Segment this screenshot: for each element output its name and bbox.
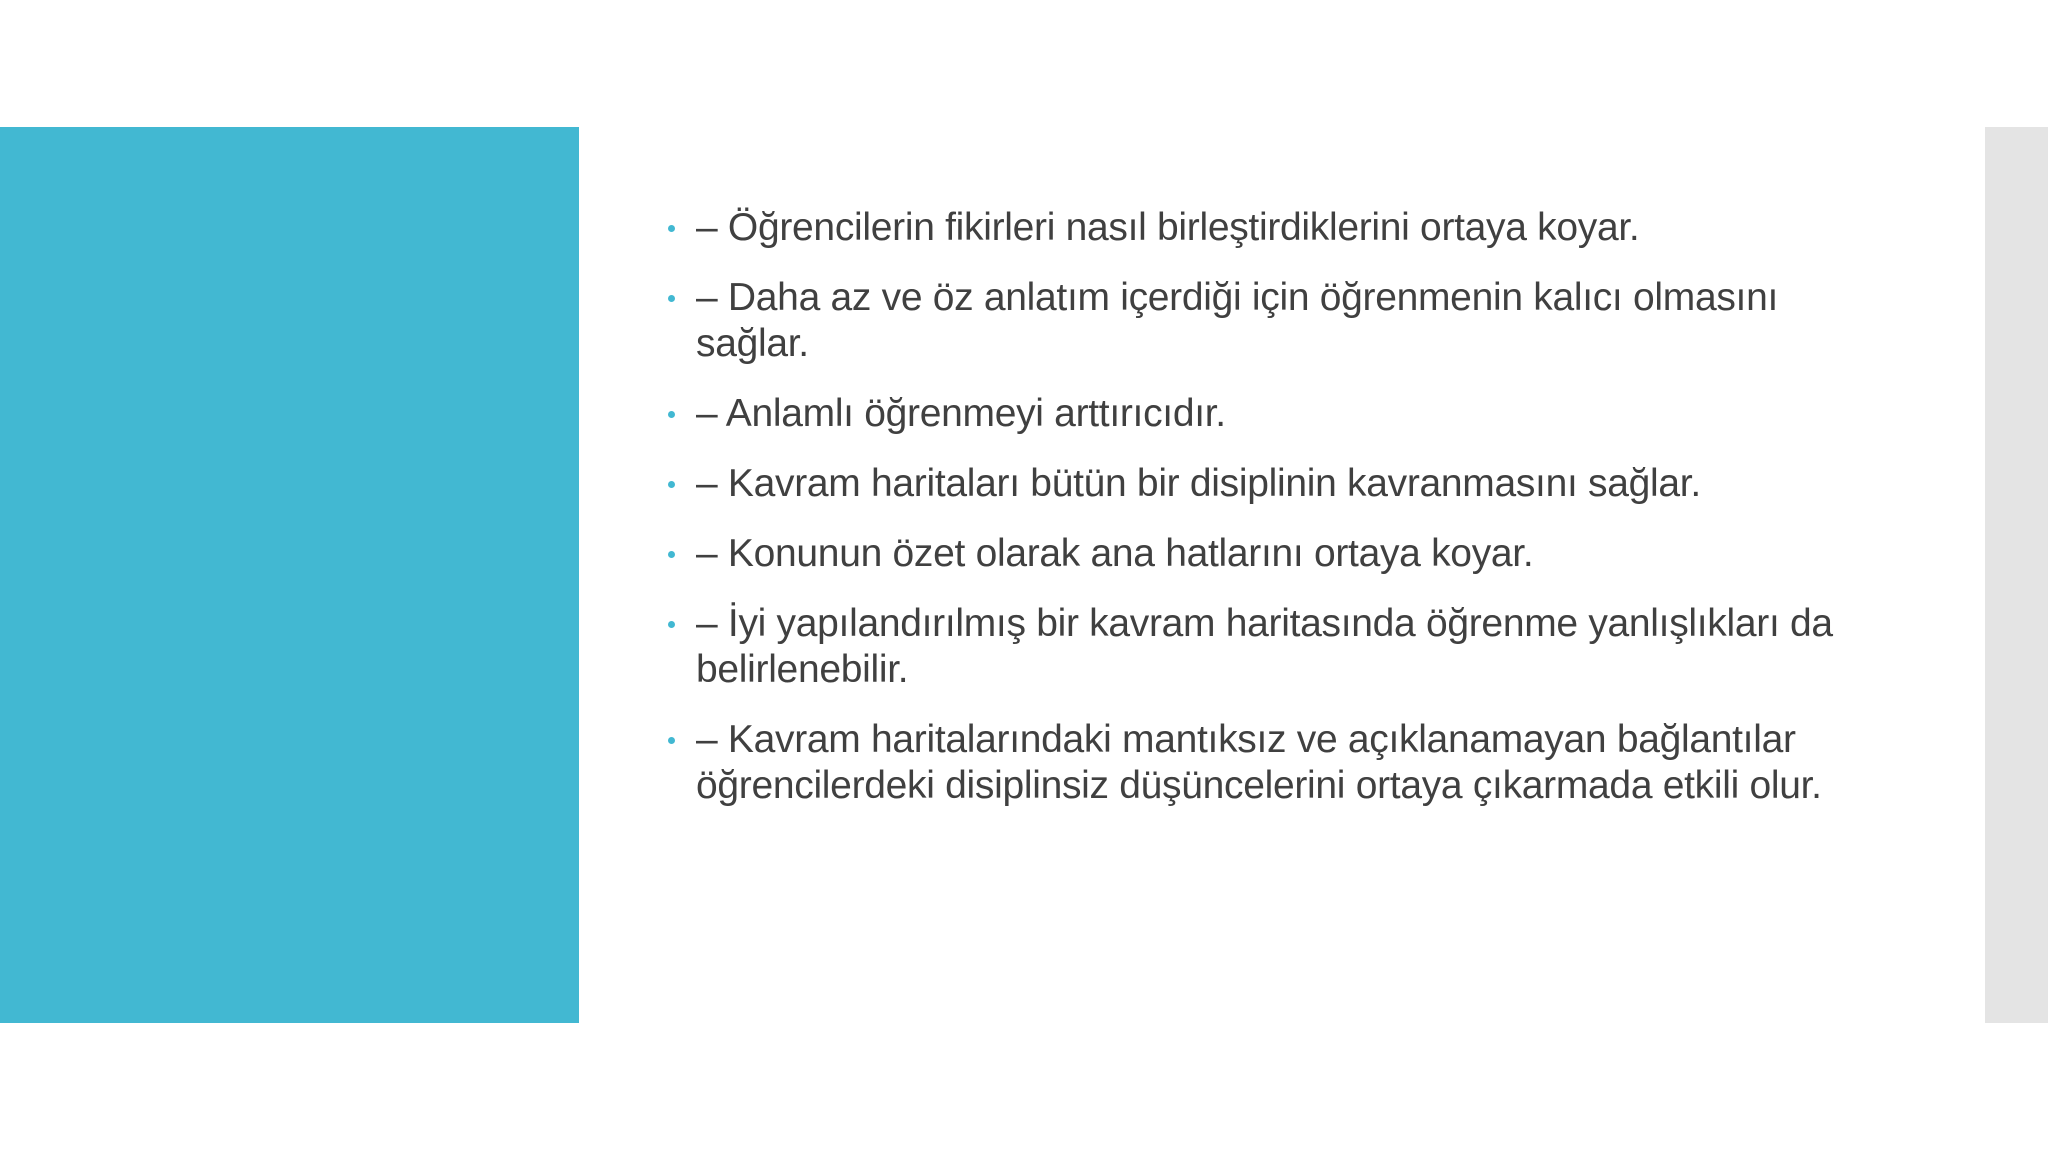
bullet-text: – Konunun özet olarak ana hatlarını ortaya koyar.: [696, 532, 1534, 575]
bullet-dot-icon: [668, 225, 675, 232]
list-item: [660, 275, 1880, 367]
bullet-text: – Daha az ve öz anlatım içerdiği için öğrenmenin kalıcı olmasını sağlar.: [696, 276, 1778, 365]
bullet-list: [660, 205, 1880, 833]
bullet-text: – Öğrencilerin fikirleri nasıl birleştirdiklerini ortaya koyar.: [696, 206, 1640, 249]
bullet-dot-icon: [668, 481, 675, 488]
bullet-dot-icon: [668, 737, 675, 744]
side-strip: [1985, 127, 2048, 1023]
bullet-dot-icon: [668, 621, 675, 628]
list-item: [660, 461, 1880, 507]
bullet-text: – Kavram haritaları bütün bir disiplinin kavranmasını sağlar.: [696, 462, 1701, 505]
list-item: [660, 205, 1880, 251]
list-item: [660, 601, 1880, 693]
bullet-text: – İyi yapılandırılmış bir kavram haritasında öğrenme yanlışlıkları da belirlenebilir.: [696, 602, 1833, 691]
list-item: [660, 717, 1880, 809]
bullet-dot-icon: [668, 411, 675, 418]
list-item: [660, 531, 1880, 577]
accent-block: [0, 127, 579, 1023]
bullet-dot-icon: [668, 295, 675, 302]
list-item: [660, 391, 1880, 437]
bullet-dot-icon: [668, 551, 675, 558]
bullet-text: – Kavram haritalarındaki mantıksız ve açıklanamayan bağlantılar öğrencilerdeki disiplinsiz düşüncelerini ortaya çıkarmada etkili olur.: [696, 718, 1822, 807]
bullet-text: – Anlamlı öğrenmeyi arttırıcıdır.: [696, 392, 1226, 435]
